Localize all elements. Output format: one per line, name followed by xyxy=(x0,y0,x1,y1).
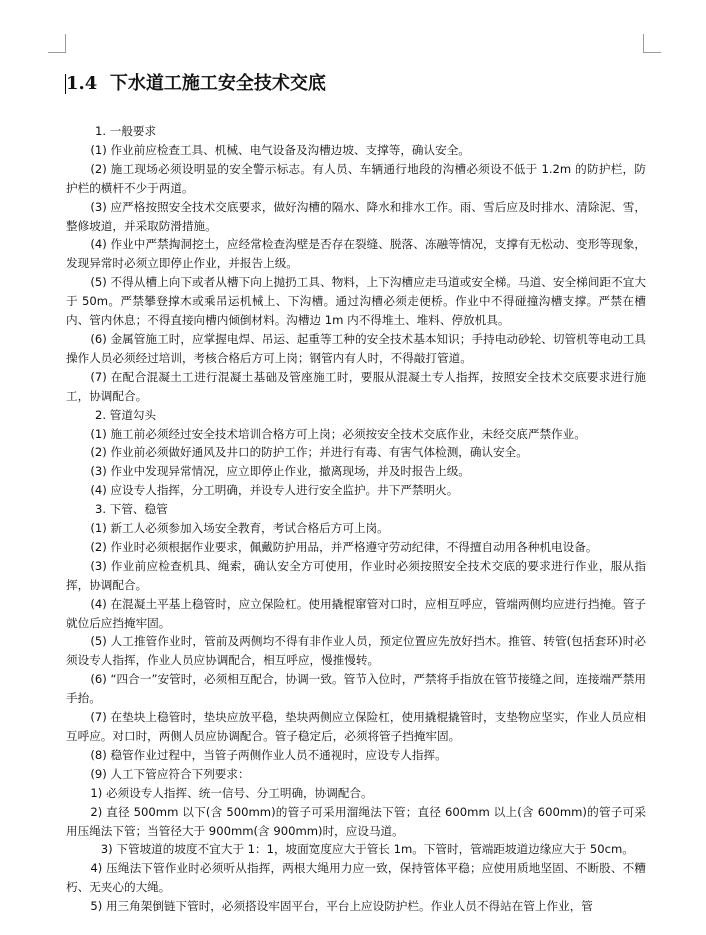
paragraph: (4) 在混凝土平基上稳管时，应立保险杠。使用撬棍窜管对口时，应相互呼应，管端两侧均应进行挡掩。管子就位后应挡掩牢固。 xyxy=(66,596,646,630)
paragraph: (8) 稳管作业过程中，当管子两侧作业人员不通视时，应设专人指挥。 xyxy=(90,747,447,762)
paragraph: (3) 应严格按照安全技术交底要求，做好沟槽的隔水、降水和排水工作。雨、雪后应及时排水、清除泥、雪，整修坡道，并采取防滑措施。 xyxy=(66,199,646,233)
corner-mark xyxy=(643,52,661,53)
paragraph: (9) 人工下管应符合下列要求： xyxy=(90,766,250,781)
section-heading xyxy=(66,72,646,96)
paragraph: (1) 新工人必须参加入场安全教育，考试合格后方可上岗。 xyxy=(90,521,389,536)
paragraph: 3) 下管坡道的坡度不宜大于 1：1，坡面宽度应大于管长 1m。下管时，管端距坡道边缘应大于 50cm。 xyxy=(100,842,634,857)
paragraph: 1. 一般要求 xyxy=(95,124,157,138)
paragraph: 2. 管道勾头 xyxy=(95,407,157,422)
heading-number: 1.4 xyxy=(66,73,98,94)
paragraph: (6) “四合一”安管时，必须相互配合，协调一致。管节入位时，严禁将手指放在管节接缝之间，连接端严禁用手抬。 xyxy=(66,672,646,706)
corner-mark xyxy=(643,34,644,53)
paragraph: (2) 作业前必须做好通风及井口的防护工作；并进行有毒、有害气体检测，确认安全。 xyxy=(90,445,528,460)
paragraph: (2) 施工现场必须设明显的安全警示标志。有人员、车辆通行地段的沟槽必须设不低于 1.2m 的防护栏，防护栏的横杆不少于两道。 xyxy=(66,161,646,195)
paragraph: (1) 施工前必须经过安全技术培训合格方可上岗；必须按安全技术交底作业，未经交底严禁作业。 xyxy=(90,426,586,441)
paragraph: (3) 作业前应检查机具、绳索，确认安全方可使用，作业时必须按照安全技术交底的要求进行作业，服从指挥，协调配合。 xyxy=(66,558,646,592)
paragraph: 2) 直径 500mm 以下(含 500mm)的管子可采用溜绳法下管；直径 600mm 以上(含 600mm)的管子可采用压绳法下管；当管径大于 900mm(含 900mm)时，应设马道。 xyxy=(66,804,646,838)
paragraph: 4) 压绳法下管作业时必须听从指挥，两根大绳用力应一致，保持管体平稳；应使用质地坚固、不断股、不糟朽、无夹心的大绳。 xyxy=(66,861,646,895)
paragraph: (5) 人工推管作业时，管前及两侧均不得有非作业人员，预定位置应先放好挡木。推管、转管(包括套环)时必须设专人指挥，作业人员应协调配合，相互呼应，慢推慢转。 xyxy=(66,634,646,668)
paragraph: (4) 应设专人指挥，分工明确，并设专人进行安全监护。井下严禁明火。 xyxy=(90,483,459,498)
heading-text: 下水道工施工安全技术交底 xyxy=(109,73,326,94)
paragraph: (1) 作业前应检查工具、机械、电气设备及沟槽边坡、支撑等，确认安全。 xyxy=(90,142,470,157)
paragraph: 3. 下管、稳管 xyxy=(95,502,168,517)
corner-mark xyxy=(65,34,66,53)
paragraph: (4) 作业中严禁掏洞挖土，应经常检查沟壁是否存在裂缝、脱落、冻融等情况，支撑有无松动、变形等现象，发现异常时必须立即停止作业，并报告上级。 xyxy=(66,237,646,271)
paragraph: (7) 在配合混凝土工进行混凝土基础及管座施工时，要服从混凝土专人指挥，按照安全技术交底要求进行施工，协调配合。 xyxy=(66,369,646,403)
corner-mark xyxy=(48,52,66,53)
paragraph: (3) 作业中发现异常情况，应立即停止作业，撤离现场，并及时报告上级。 xyxy=(90,464,470,479)
paragraph: (7) 在垫块上稳管时，垫块应放平稳，垫块两侧应立保险杠，使用撬棍撬管时，支垫物应坚实，作业人员应相互呼应。对口时，两侧人员应协调配合。管子稳定后，必须将管子挡掩牢固。 xyxy=(66,710,646,743)
paragraph: 1) 必须设专人指挥、统一信号、分工明确，协调配合。 xyxy=(90,785,373,800)
paragraph: (6) 金属管施工时，应掌握电焊、吊运、起重等工种的安全技术基本知识；手持电动砂轮、切管机等电动工具操作人员必须经过培训，考核合格后方可上岗；钢管内有人时，不得敲打管道。 xyxy=(66,331,646,365)
document-page[interactable] xyxy=(66,72,646,916)
document-body xyxy=(66,122,646,916)
paragraph: (2) 作业时必须根据作业要求，佩戴防护用品，并严格遵守劳动纪律，不得擅自动用各种机电设备。 xyxy=(90,539,598,554)
text-cursor xyxy=(65,74,66,94)
paragraph: (5) 不得从槽上向下或者从槽下向上抛扔工具、物料，上下沟槽应走马道或安全梯。马道、安全梯间距不宜大于 50m。严禁攀登撑木或乘吊运机械上、下沟槽。通过沟槽必须走便桥。作业中不得碰撞沟槽支撑。严禁在槽内、管内休息；不得直接向槽内倾倒材料。沟槽边 1m 内不得堆土、堆料、停放机具。 xyxy=(66,275,646,328)
paragraph: 5) 用三角架倒链下管时，必须搭设牢固平台，平台上应设防护栏。作业人员不得站在管上作业，管 xyxy=(90,899,593,914)
